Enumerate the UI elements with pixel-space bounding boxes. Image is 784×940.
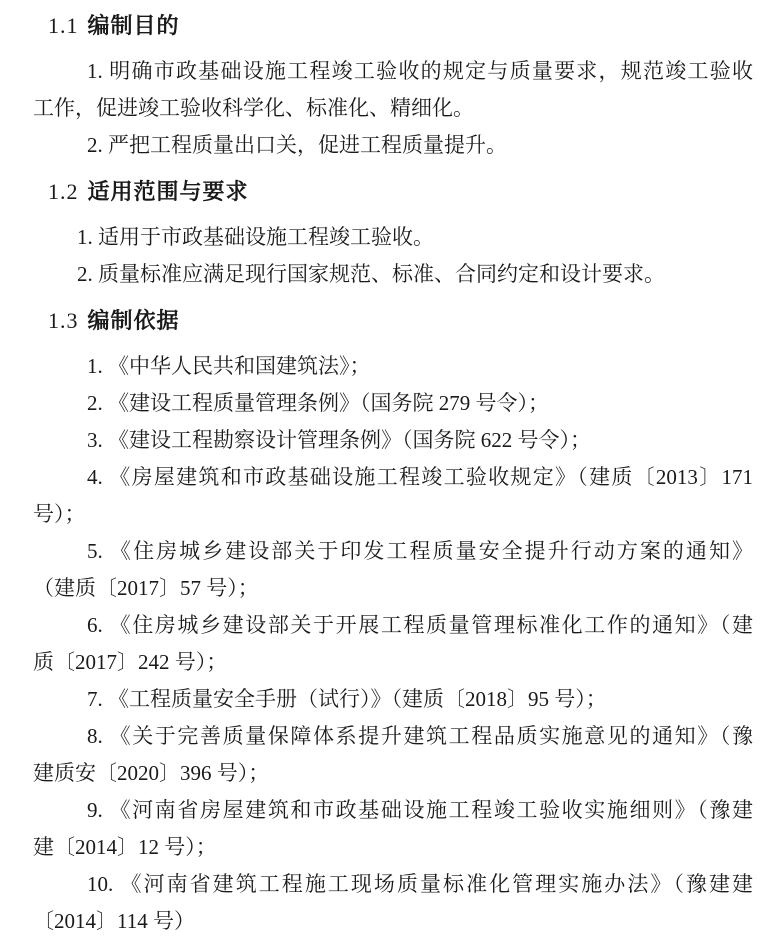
list-item-2 xyxy=(33,127,753,164)
text-line: 10. 《河南省建筑工程施工现场质量标准化管理实施办法》（豫建建 xyxy=(87,872,753,896)
list-item-9 xyxy=(33,792,753,866)
heading-title: 编制目的 xyxy=(87,13,180,38)
section-heading-1-2 xyxy=(33,177,753,207)
list-item-1 xyxy=(33,348,753,385)
text-line: 〔2014〕114 号） xyxy=(33,909,195,933)
list-item-1 xyxy=(33,53,753,127)
text-line: 1. 适用于市政基础设施工程竣工验收。 xyxy=(77,225,434,249)
list-item-5 xyxy=(33,533,753,607)
list-item-6 xyxy=(33,607,753,681)
text-line: （建质〔2017〕57 号）； xyxy=(33,576,259,600)
text-line: 质〔2017〕242 号）； xyxy=(33,650,228,674)
section-heading-1-3 xyxy=(33,306,753,336)
list-item-3 xyxy=(33,422,753,459)
text-line: 2. 质量标准应满足现行国家规范、标准、合同约定和设计要求。 xyxy=(77,262,665,286)
text-line: 3. 《建设工程勘察设计管理条例》（国务院 622 号令）； xyxy=(87,428,591,452)
text-line: 2. 严把工程质量出口关，促进工程质量提升。 xyxy=(87,133,507,157)
list-item-8 xyxy=(33,718,753,792)
list-item-7 xyxy=(33,681,753,718)
text-line: 2. 《建设工程质量管理条例》（国务院 279 号令）； xyxy=(87,391,549,415)
heading-number: 1.1 xyxy=(48,13,79,38)
heading-title: 编制依据 xyxy=(87,308,180,333)
list-item-10 xyxy=(33,866,753,940)
section-1-3 xyxy=(33,306,753,940)
section-heading-1-1 xyxy=(33,11,753,41)
list-item-2 xyxy=(33,256,753,293)
text-line: 4. 《房屋建筑和市政基础设施工程竣工验收规定》（建质〔2013〕171 xyxy=(87,465,753,489)
list-item-1 xyxy=(33,219,753,256)
heading-title: 适用范围与要求 xyxy=(87,179,249,204)
heading-number: 1.2 xyxy=(48,179,79,204)
text-line: 6. 《住房城乡建设部关于开展工程质量管理标准化工作的通知》（建 xyxy=(87,613,753,637)
text-line: 工作，促进竣工验收科学化、标准化、精细化。 xyxy=(33,96,474,120)
text-line: 建〔2014〕12 号）； xyxy=(33,835,217,859)
text-line: 8. 《关于完善质量保障体系提升建筑工程品质实施意见的通知》（豫 xyxy=(87,724,753,748)
text-line: 1. 明确市政基础设施工程竣工验收的规定与质量要求，规范竣工验收 xyxy=(87,59,753,83)
section-1-2 xyxy=(33,177,753,293)
text-line: 1. 《中华人民共和国建筑法》； xyxy=(87,354,371,378)
text-line: 建质安〔2020〕396 号）； xyxy=(33,761,270,785)
text-line: 9. 《河南省房屋建筑和市政基础设施工程竣工验收实施细则》（豫建 xyxy=(87,798,753,822)
text-line: 5. 《住房城乡建设部关于印发工程质量安全提升行动方案的通知》 xyxy=(87,539,753,563)
text-line: 7. 《工程质量安全手册（试行）》（建质〔2018〕95 号）； xyxy=(87,687,607,711)
heading-number: 1.3 xyxy=(48,308,79,333)
list-item-2 xyxy=(33,385,753,422)
list-item-4 xyxy=(33,459,753,533)
section-1-1 xyxy=(33,11,753,164)
text-line: 号）； xyxy=(33,502,86,526)
